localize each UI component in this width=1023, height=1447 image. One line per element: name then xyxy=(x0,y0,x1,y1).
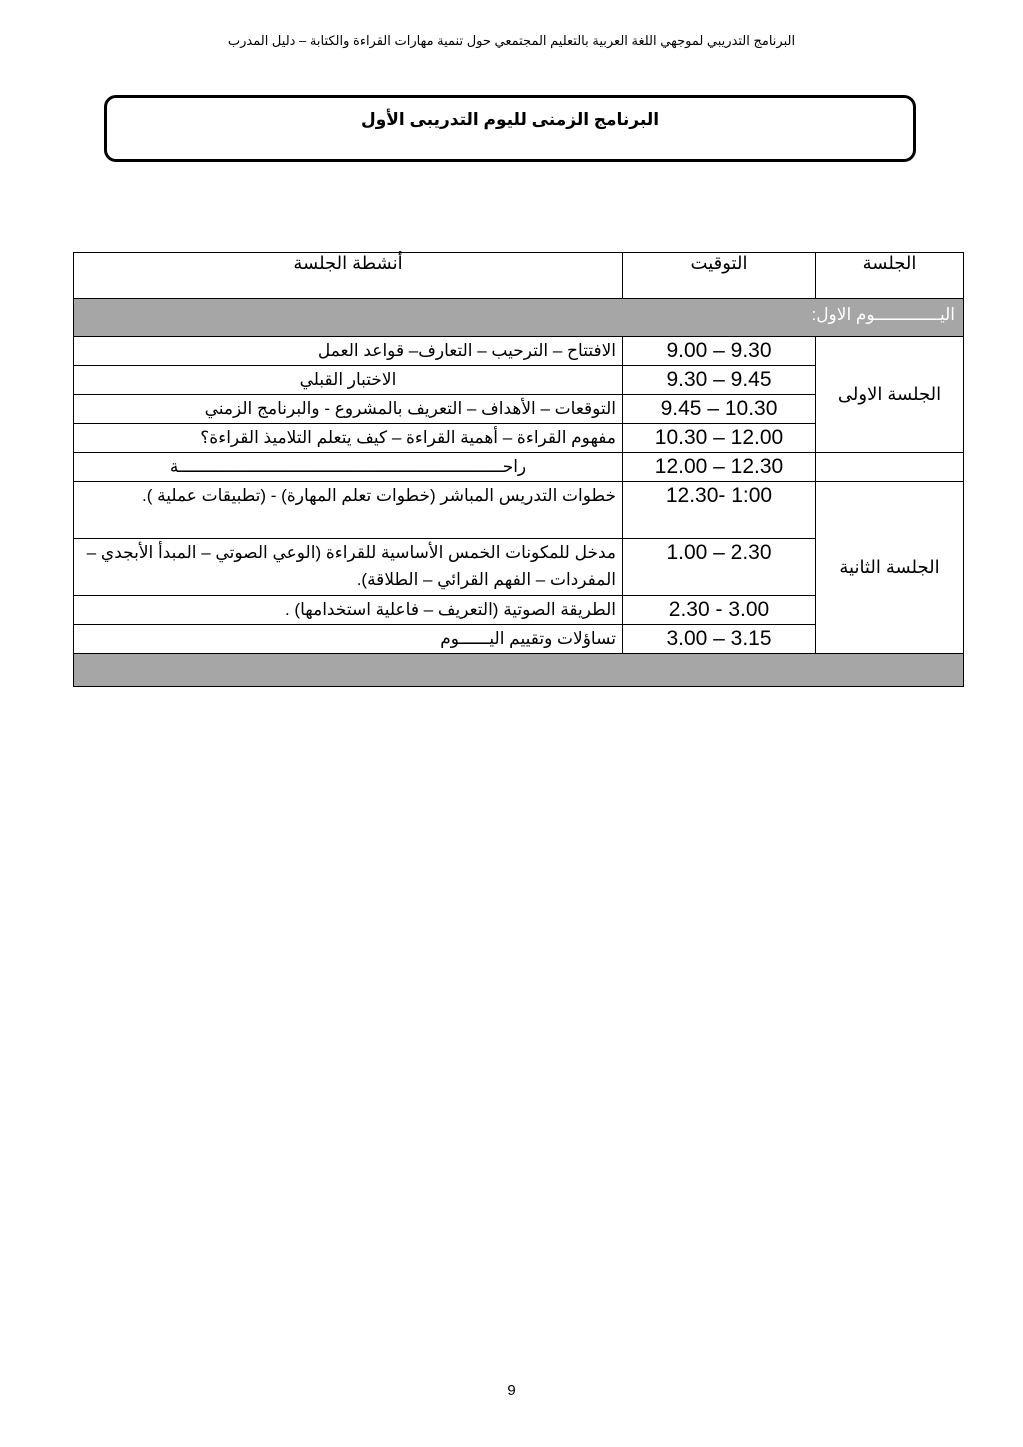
activity-cell: التوقعات – الأهداف – التعريف بالمشروع - والبرنامج الزمني xyxy=(74,395,623,424)
session-name-2: الجلسة الثانية xyxy=(816,482,964,654)
time-cell: 12.30- 1:00 xyxy=(623,482,816,539)
activity-cell: خطوات التدريس المباشر (خطوات تعلم المهارة) - (تطبيقات عملية ). xyxy=(74,482,623,539)
break-session-cell xyxy=(816,453,964,482)
time-cell: 9.30 – 9.45 xyxy=(623,366,816,395)
day-band xyxy=(74,299,964,337)
activity-cell: الافتتاح – الترحيب – التعارف– قواعد العمل xyxy=(74,337,623,366)
header-time: التوقيت xyxy=(623,253,816,299)
time-cell: 3.00 – 3.15 xyxy=(623,625,816,654)
header-session: الجلسة xyxy=(816,253,964,299)
break-row xyxy=(74,453,964,482)
time-cell: 9.45 – 10.30 xyxy=(623,395,816,424)
running-header: البرنامج التدريبي لموجهي اللغة العربية بالتعليم المجتمعي حول تنمية مهارات القراءة والكتابة – دليل المدرب xyxy=(227,33,796,48)
session-name-1: الجلسة الاولى xyxy=(816,337,964,453)
time-cell: 9.00 – 9.30 xyxy=(623,337,816,366)
header-activities: أنشطة الجلسة xyxy=(74,253,623,299)
activity-cell: الطريقة الصوتية (التعريف – فاعلية استخدامها) . xyxy=(74,596,623,625)
title-box xyxy=(104,95,916,162)
table-row xyxy=(74,337,964,366)
activity-cell: تساؤلات وتقييم اليــــــوم xyxy=(74,625,623,654)
page-number: 9 xyxy=(507,1382,516,1399)
table-row xyxy=(74,482,964,539)
activity-cell: مفهوم القراءة – أهمية القراءة – كيف يتعلم التلاميذ القراءة؟ xyxy=(74,424,623,453)
end-band-row xyxy=(74,654,964,687)
end-band xyxy=(74,654,964,687)
time-cell: 10.30 – 12.00 xyxy=(623,424,816,453)
day-band-row xyxy=(74,299,964,337)
table-header-row xyxy=(74,253,964,299)
activity-cell: مدخل للمكونات الخمس الأساسية للقراءة (الوعي الصوتي – المبدأ الأبجدي – المفردات – الفهم القرائي – الطلاقة). xyxy=(74,539,623,596)
schedule-table xyxy=(73,252,964,687)
time-cell: 1.00 – 2.30 xyxy=(623,539,816,596)
time-cell: 2.30 - 3.00 xyxy=(623,596,816,625)
activity-cell: الاختبار القبلي xyxy=(74,366,623,395)
page-title: البرنامج الزمنى لليوم التدريبى الأول xyxy=(360,110,660,129)
activity-cell: راحـــــــــــــــــــــــــــــــــــــــــــــــــــــــــــــــــة xyxy=(74,453,623,482)
day-label: اليـــــــــــــوم الاول: xyxy=(811,305,955,324)
time-cell: 12.00 – 12.30 xyxy=(623,453,816,482)
